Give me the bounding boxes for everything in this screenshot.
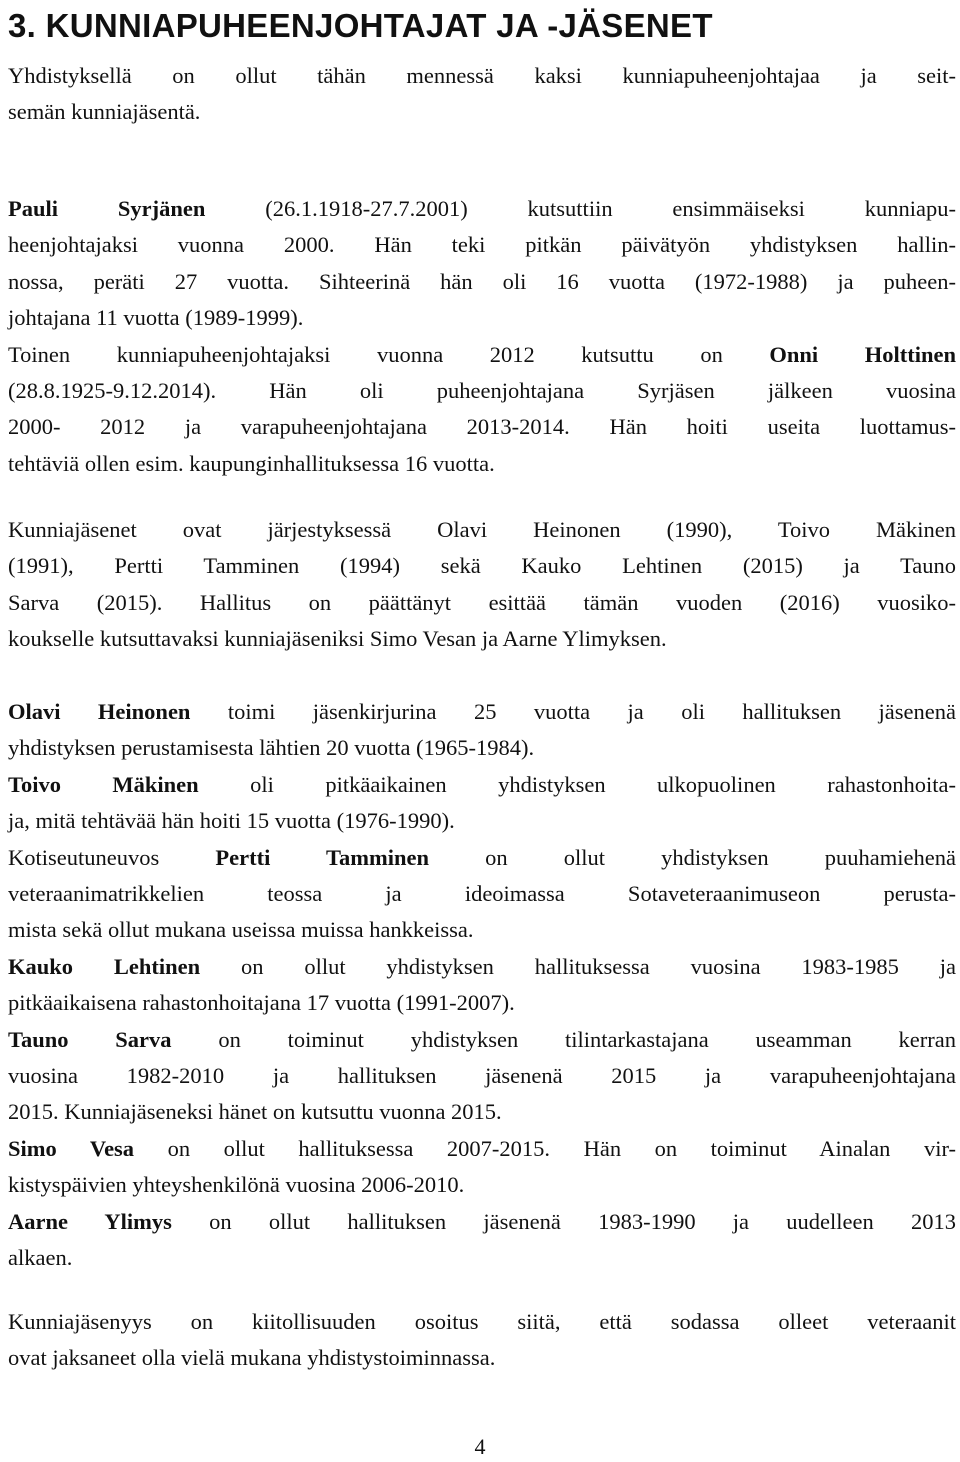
text-line: koukselle kutsuttavaksi kunniajäseniksi Simo Vesan ja Aarne Ylimyksen. <box>8 626 667 652</box>
honorary-chairs-paragraph <box>8 191 956 482</box>
person-name: Kauko Lehtinen <box>8 953 201 979</box>
text-line: Olavi Heinonen toimi jäsenkirjurina 25 vuotta ja oli hallituksen jäsenenä <box>8 699 956 724</box>
intro-paragraph <box>8 58 956 131</box>
text-line: Kunniajäsenet ovat järjestyksessä Olavi Heinonen (1990), Toivo Mäkinen <box>8 517 956 542</box>
person-name: Pauli Syrjänen <box>8 196 206 221</box>
text-line: yhdistyksen perustamisesta lähtien 20 vuotta (1965-1984). <box>8 735 535 761</box>
text-line: vuosina 1982-2010 ja hallituksen jäsenenä 2015 ja varapuheenjohtajana <box>8 1063 956 1089</box>
text-line: Tauno Sarva on toiminut yhdistyksen tilintarkastajana useamman kerran <box>8 1026 957 1052</box>
text-line: kistyspäivien yhteyshenkilönä vuosina 2006-2010. <box>8 1172 465 1198</box>
member-descriptions-paragraph <box>8 694 956 1277</box>
text-line: pitkäaikaisena rahastonhoitajana 17 vuotta (1991-2007). <box>8 990 515 1016</box>
person-name: Aarne Ylimys <box>8 1208 172 1234</box>
page-number: 4 <box>474 1434 486 1459</box>
text-line: Toivo Mäkinen oli pitkäaikainen yhdistyksen ulkopuolinen rahastonhoita- <box>8 771 956 797</box>
text-line: nossa, peräti 27 vuotta. Sihteerinä hän oli 16 vuotta (1972-1988) ja puheen- <box>8 268 956 294</box>
text-line: (28.8.1925-9.12.2014). Hän oli puheenjohtajana Syrjäsen jälkeen vuosina <box>8 378 956 404</box>
text-line: Kauko Lehtinen on ollut yhdistyksen hallituksessa vuosina 1983-1985 ja <box>8 953 956 979</box>
person-name: Onni Holttinen <box>769 341 956 367</box>
closing-paragraph <box>8 1304 956 1377</box>
text-line: Toinen kunniapuheenjohtajaksi vuonna 2012 kutsuttu on Onni Holttinen <box>8 341 956 367</box>
text-line: Sarva (2015). Hallitus on päättänyt esittää tämän vuoden (2016) vuosiko- <box>8 589 956 615</box>
text-line: heenjohtajaksi vuonna 2000. Hän teki pitkän päivätyön yhdistyksen hallin- <box>8 232 956 258</box>
text-line: tehtäviä ollen esim. kaupunginhallituksessa 16 vuotta. <box>8 450 495 476</box>
text-line: semän kunniajäsentä. <box>8 99 201 125</box>
text-line: veteraanimatrikkelien teossa ja ideoimassa Sotaveteraanimuseon perusta- <box>8 881 956 907</box>
person-name: Simo Vesa <box>8 1135 135 1161</box>
person-name: Olavi Heinonen <box>8 699 191 724</box>
text-line: Simo Vesa on ollut hallituksessa 2007-2015. Hän on toiminut Ainalan vir- <box>8 1135 956 1161</box>
person-name: Toivo Mäkinen <box>8 771 199 797</box>
text-line: 2000- 2012 ja varapuheenjohtajana 2013-2014. Hän hoiti useita luottamus- <box>8 414 956 440</box>
text-line: Pauli Syrjänen (26.1.1918-27.7.2001) kutsuttiin ensimmäiseksi kunniapu- <box>8 196 956 221</box>
honorary-members-paragraph <box>8 512 956 658</box>
text-line: johtajana 11 vuotta (1989-1999). <box>8 305 304 331</box>
text-line: mista sekä ollut mukana useissa muissa hankkeissa. <box>8 917 474 943</box>
text-line: (1991), Pertti Tamminen (1994) sekä Kauko Lehtinen (2015) ja Tauno <box>8 553 956 579</box>
text-line: Aarne Ylimys on ollut hallituksen jäsenenä 1983-1990 ja uudelleen 2013 <box>8 1208 956 1234</box>
person-name: Pertti Tamminen <box>215 844 429 870</box>
text-line: alkaen. <box>8 1245 73 1271</box>
section-heading: 3. KUNNIAPUHEENJOHTAJAT JA -JÄSENET <box>8 7 713 44</box>
text-line: ovat jaksaneet olla vielä mukana yhdistystoiminnassa. <box>8 1345 496 1371</box>
text-line: Yhdistyksellä on ollut tähän mennessä kaksi kunniapuheenjohtajaa ja seit- <box>8 63 956 88</box>
text-line: 2015. Kunniajäseneksi hänet on kutsuttu vuonna 2015. <box>8 1099 502 1125</box>
person-name: Tauno Sarva <box>8 1026 172 1052</box>
text-line: Kotiseutuneuvos Pertti Tamminen on ollut yhdistyksen puuhamiehenä <box>8 844 956 870</box>
text-line: Kunniajäsenyys on kiitollisuuden osoitus siitä, että sodassa olleet veteraanit <box>8 1309 956 1334</box>
text-line: ja, mitä tehtävää hän hoiti 15 vuotta (1976-1990). <box>8 808 455 834</box>
